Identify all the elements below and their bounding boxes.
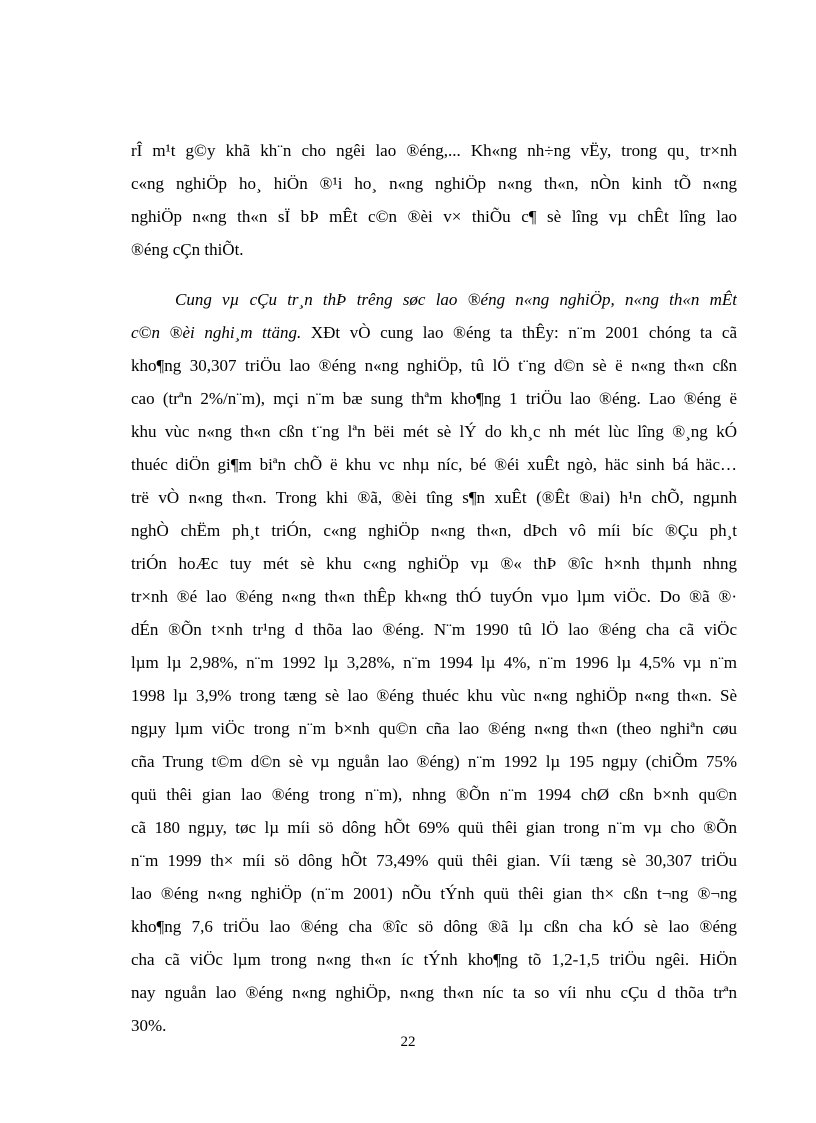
body-line: lµm lµ 2,98%, n¨m 1992 lµ 3,28%, n¨m 1994 lµ 4%, n¨m 1996 lµ 4,5% vµ n¨m [131,653,737,672]
body-line: nghiÖp n«ng th«n sÏ bÞ mÊt c©n ®èi v× thiÕu c¶ sè lîng vµ chÊt lîng lao [131,207,737,226]
body-line: cao (trªn 2%/n¨m), mçi n¨m bæ sung thªm kho¶ng 1 triÖu lao ®éng. Lao ®éng ë [131,389,737,408]
body-line: n¨m 1999 th× míi sö dông hÕt 73,49% quü thêi gian. Víi tæng sè 30,307 triÖu [131,851,737,870]
body-line: trë vÒ n«ng th«n. Trong khi ®ã, ®èi tîng s¶n xuÊt (®Êt ®ai) h¹n chÕ, ngµnh [131,488,737,507]
body-line: ®éng cÇn thiÕt. [131,240,244,259]
body-line: ngµy lµm viÖc trong n¨m b×nh qu©n cña lao ®éng n«ng th«n (theo nghiªn cøu [131,719,737,738]
italic-heading-text: Cung vµ cÇu tr¸n thÞ trêng søc lao ®éng n«ng nghiÖp, n«ng th«n mÊt [175,290,737,309]
body-line: triÓn hoÆc tuy mét sè khu c«ng nghiÖp vµ ®« thÞ ®îc h×nh thµnh nhng [131,554,737,573]
body-line: quü thêi gian lao ®éng trong n¨m), nhng ®Õn n¨m 1994 chØ cßn b×nh qu©n [131,785,737,804]
page-number: 22 [400,1034,416,1050]
body-line: kho¶ng 7,6 triÖu lao ®éng cha ®îc sö dông ®ã lµ cßn cha kÓ sè lao ®éng [131,917,737,936]
document-body [131,134,737,1042]
body-line: kho¶ng 30,307 triÖu lao ®éng n«ng nghiÖp, tû lÖ t¨ng d©n sè ë n«ng th«n cßn [131,356,737,375]
italic-heading-text: c©n ®èi nghi¸m ttäng. [131,323,302,342]
body-line: lao ®éng n«ng nghiÖp (n¨m 2001) nÕu tÝnh quü thêi gian th× cßn t¬ng ®¬ng [131,884,737,903]
body-line: 30%. [131,1016,167,1035]
body-line: nay nguån lao ®éng n«ng nghiÖp, n«ng th«n níc ta so víi nhu cÇu d thõa trªn [131,983,737,1002]
body-line: tr×nh ®é lao ®éng n«ng th«n thÊp kh«ng thÓ tuyÓn vµo lµm viÖc. Do ®ã ®· [131,587,737,606]
body-line: cã 180 ngµy, tøc lµ míi sö dông hÕt 69% quü thêi gian trong n¨m vµ cho ®Õn [131,818,737,837]
paragraph-lead-line [131,283,737,316]
body-text: XÐt vÒ cung lao ®éng ta thÊy: n¨m 2001 chóng ta cã [301,323,737,342]
paragraph-gap [131,266,737,283]
body-line: 1998 lµ 3,9% trong tæng sè lao ®éng thuéc khu vùc n«ng nghiÖp n«ng th«n. Sè [131,686,737,705]
body-line: cña Trung t©m d©n sè vµ nguån lao ®éng) n¨m 1992 lµ 195 ngµy (chiÕm 75% [131,752,737,771]
body-line: thuéc diÖn gi¶m biªn chÕ ë khu vc nhµ níc, bé ®éi xuÊt ngò, häc sinh bá häc… [131,455,737,474]
body-line: dÉn ®Õn t×nh tr¹ng d thõa lao ®éng. N¨m 1990 tû lÖ lao ®éng cha cã viÖc [131,620,737,639]
body-line: khu vùc n«ng th«n cßn t¨ng lªn bëi mét sè lÝ do kh¸c nh mét lùc lîng ®¸ng kÓ [131,422,737,441]
body-line: c«ng nghiÖp ho¸ hiÖn ®¹i ho¸ n«ng nghiÖp n«ng th«n, nÒn kinh tÕ n«ng [131,174,737,193]
body-line: nghÒ chËm ph¸t triÓn, c«ng nghiÖp n«ng th«n, dÞch vô míi bíc ®Çu ph¸t [131,521,737,540]
body-line: rÎ m¹t g©y khã kh¨n cho ngêi lao ®éng,... Kh«ng nh÷ng vËy, trong qu¸ tr×nh [131,141,737,160]
body-line [131,316,737,349]
body-line: cha cã viÖc lµm trong n«ng th«n íc tÝnh kho¶ng tõ 1,2-1,5 triÖu ngêi. HiÖn [131,950,737,969]
